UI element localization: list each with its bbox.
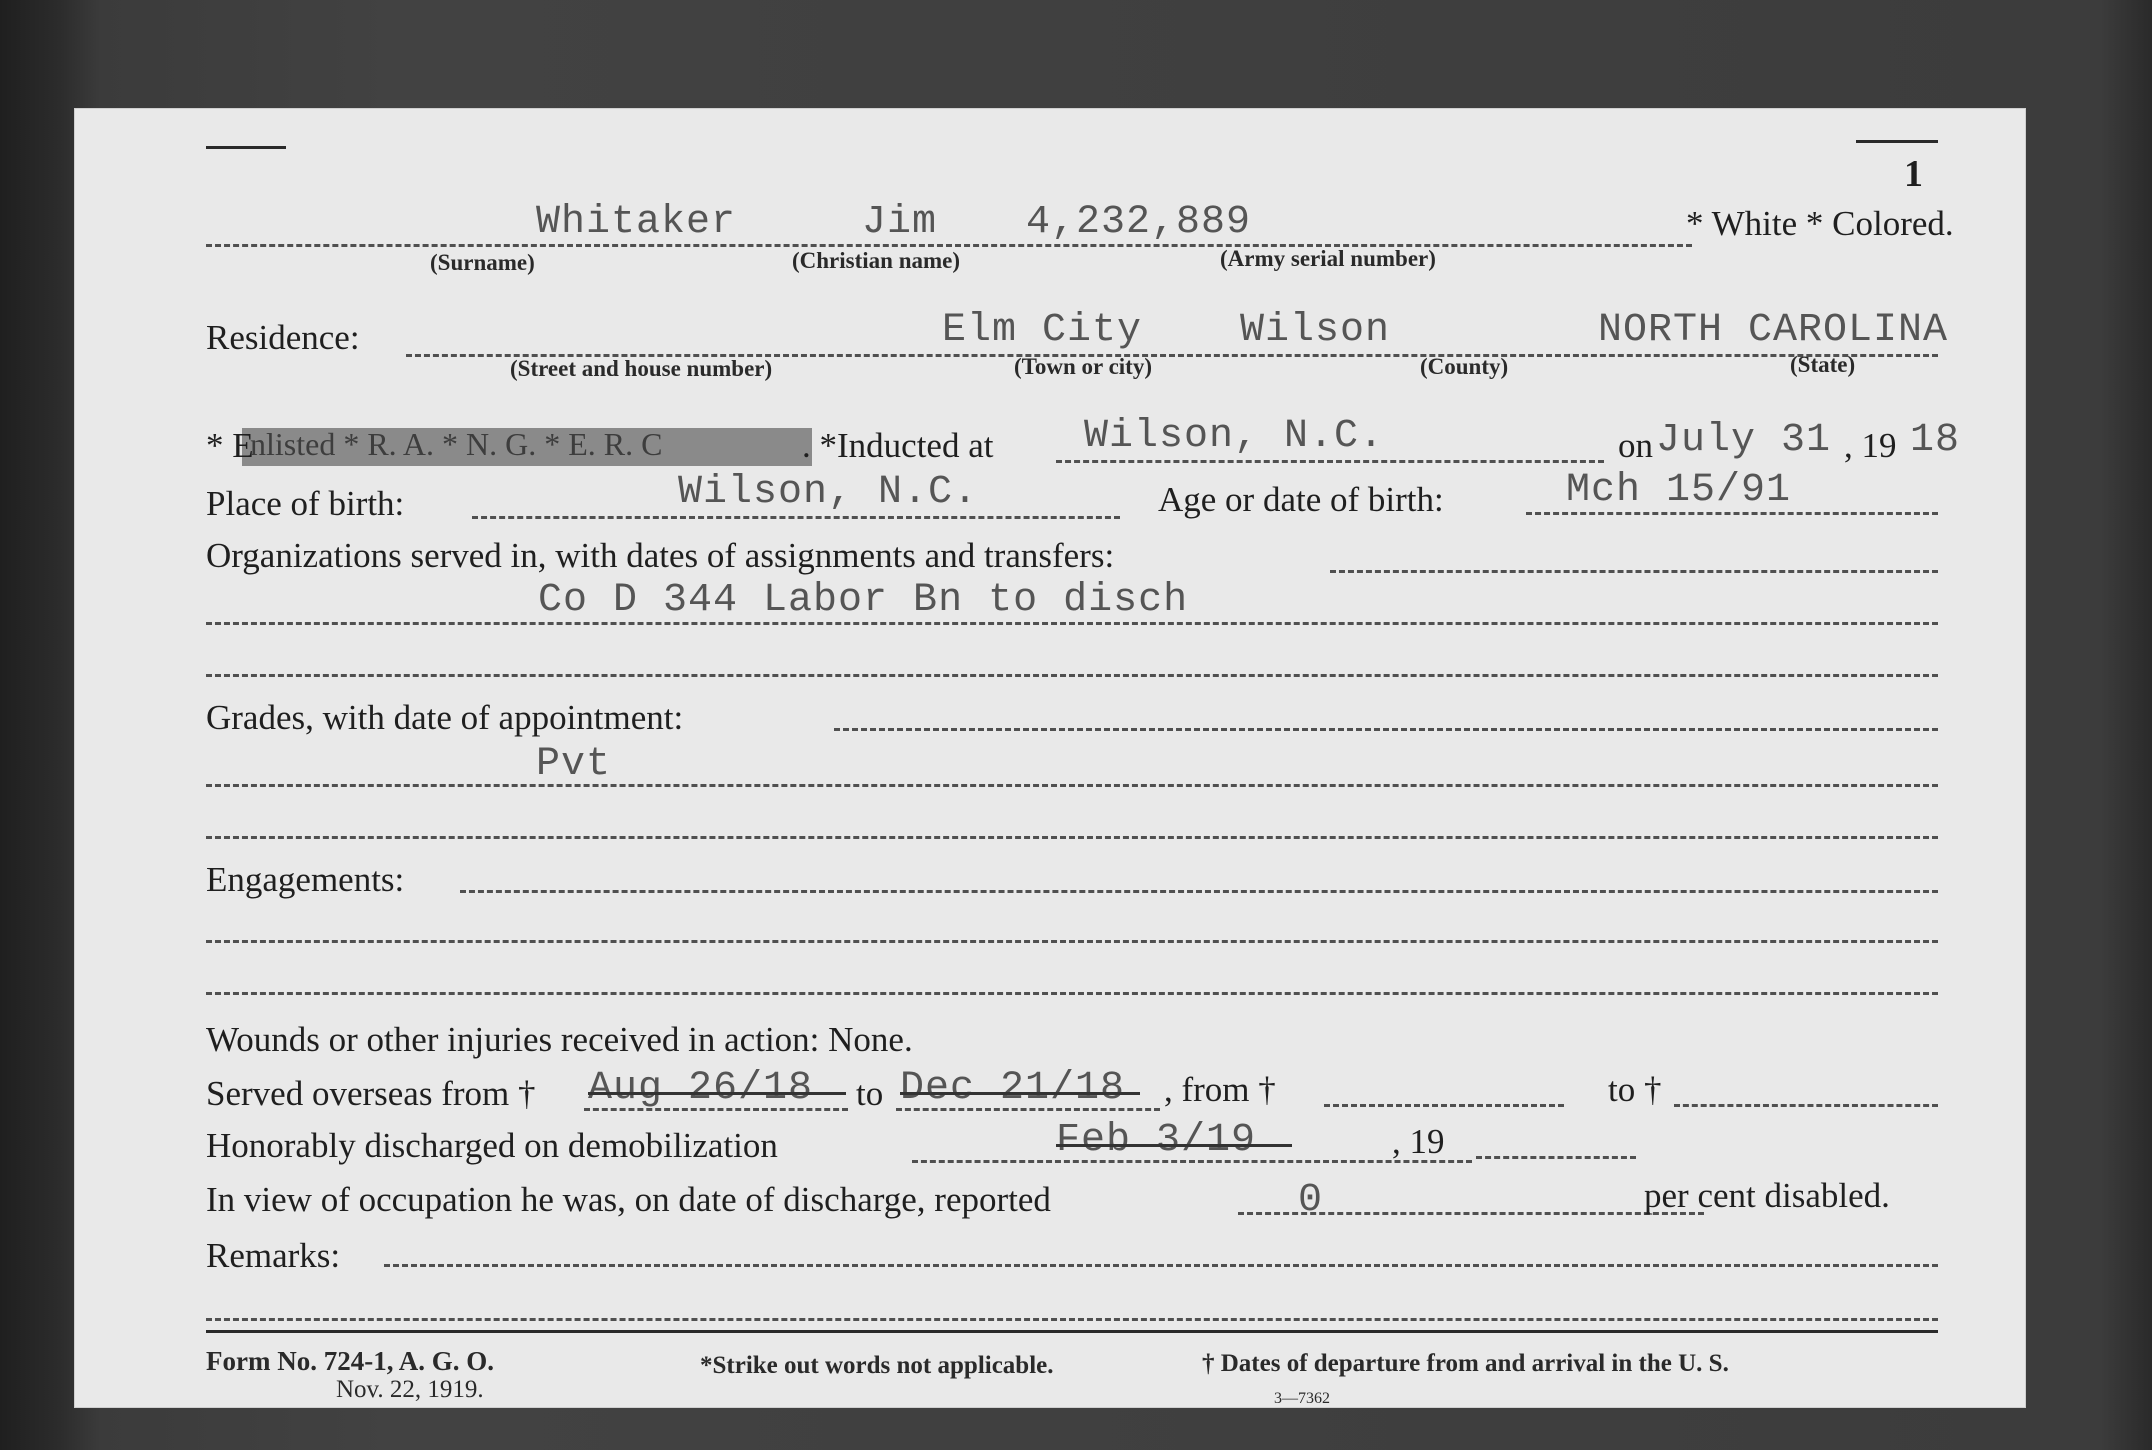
- form-number: Form No. 724-1, A. G. O.: [206, 1346, 494, 1376]
- form-date: Nov. 22, 1919.: [336, 1376, 484, 1403]
- grades-line-1: [834, 728, 1938, 731]
- race-options: * White * Colored.: [1686, 204, 1954, 243]
- wounds-label: Wounds or other injuries received in action: None.: [206, 1020, 913, 1059]
- engagements-line-1: [460, 890, 1938, 893]
- disabled-pre-label: In view of occupation he was, on date of discharge, reported: [206, 1180, 1051, 1219]
- footer-rule: [206, 1330, 1938, 1333]
- residence-label: Residence:: [206, 318, 360, 357]
- top-right-rule: [1856, 140, 1938, 143]
- discharge-date-strikeout: [1056, 1144, 1292, 1147]
- inducted-year-label: , 19: [1844, 426, 1897, 465]
- town-caption: (Town or city): [1014, 354, 1152, 379]
- inducted-year-value: 18: [1910, 418, 1961, 463]
- inducted-place-value: Wilson, N.C.: [1084, 414, 1385, 459]
- place-of-birth-label: Place of birth:: [206, 484, 405, 523]
- top-left-rule: [206, 146, 286, 149]
- birth-place-value: Wilson, N.C.: [678, 470, 979, 515]
- overseas-to2-label: to †: [1608, 1070, 1662, 1109]
- place-of-birth-line: [472, 516, 1120, 519]
- name-line: [206, 244, 1692, 247]
- engagements-line-2: [206, 940, 1938, 943]
- surname-caption: (Surname): [430, 250, 535, 275]
- engagements-label: Engagements:: [206, 860, 405, 899]
- residence-town-value: Elm City: [942, 308, 1143, 353]
- christian-name-caption: (Christian name): [792, 248, 961, 273]
- inducted-at-label: . *Inducted at: [802, 426, 994, 465]
- overseas-from-value: Aug 26/18: [588, 1066, 814, 1111]
- remarks-line-1: [384, 1264, 1938, 1267]
- strike-note: *Strike out words not applicable.: [700, 1352, 1054, 1379]
- remarks-line-2: [206, 1318, 1938, 1321]
- age-dob-label: Age or date of birth:: [1158, 480, 1444, 519]
- grade-value: Pvt: [536, 742, 612, 787]
- inducted-date-value: July 31: [1656, 418, 1832, 463]
- residence-state-value: NORTH CAROLINA: [1598, 308, 1949, 353]
- grades-label: Grades, with date of appointment:: [206, 698, 684, 737]
- discharge-date-value: Feb 3/19: [1056, 1118, 1257, 1163]
- christian-name-value: Jim: [862, 200, 938, 245]
- organizations-label: Organizations served in, with dates of assignments and transfers:: [206, 536, 1115, 575]
- serial-number-caption: (Army serial number): [1220, 246, 1436, 271]
- organizations-line-1: [1330, 570, 1938, 573]
- residence-county-value: Wilson: [1240, 308, 1391, 353]
- overseas-from2-label: , from †: [1164, 1070, 1276, 1109]
- surname-value: Whitaker: [536, 200, 737, 245]
- overseas-to-value: Dec 21/18: [900, 1066, 1126, 1111]
- overseas-from-strikeout: [588, 1092, 846, 1095]
- print-code: 3—7362: [1274, 1390, 1330, 1407]
- overseas-from2-line: [1324, 1104, 1564, 1107]
- disabled-post-label: per cent disabled.: [1644, 1176, 1890, 1215]
- overseas-to2-line: [1674, 1104, 1938, 1107]
- enlisted-prefix: * E: [206, 426, 254, 465]
- grades-line-2: [206, 784, 1938, 787]
- serial-number-value: 4,232,889: [1026, 200, 1252, 245]
- inducted-at-line: [1056, 460, 1604, 463]
- overseas-to-strikeout: [900, 1092, 1140, 1095]
- grades-line-3: [206, 836, 1938, 839]
- state-caption: (State): [1790, 352, 1856, 377]
- organizations-line-3: [206, 674, 1938, 677]
- disabled-percent-value: 0: [1298, 1178, 1324, 1223]
- discharged-label: Honorably discharged on demobilization: [206, 1126, 778, 1165]
- card-number: 1: [1904, 153, 1923, 195]
- service-record-card: [74, 108, 2026, 1408]
- enlisted-options: nlisted * R. A. * N. G. * E. R. C: [250, 426, 663, 462]
- county-caption: (County): [1420, 354, 1509, 379]
- organization-value: Co D 344 Labor Bn to disch: [538, 578, 1189, 623]
- overseas-to-label: to: [856, 1074, 884, 1113]
- dates-note: † Dates of departure from and arrival in the U. S.: [1202, 1350, 1729, 1377]
- street-caption: (Street and house number): [510, 356, 773, 381]
- birth-date-value: Mch 15/91: [1566, 468, 1792, 513]
- engagements-line-3: [206, 992, 1938, 995]
- discharged-year-label: , 19: [1392, 1122, 1445, 1161]
- inducted-on-label: on: [1618, 426, 1653, 465]
- remarks-label: Remarks:: [206, 1236, 341, 1275]
- discharged-year-line: [1476, 1156, 1636, 1159]
- served-overseas-label: Served overseas from †: [206, 1074, 536, 1113]
